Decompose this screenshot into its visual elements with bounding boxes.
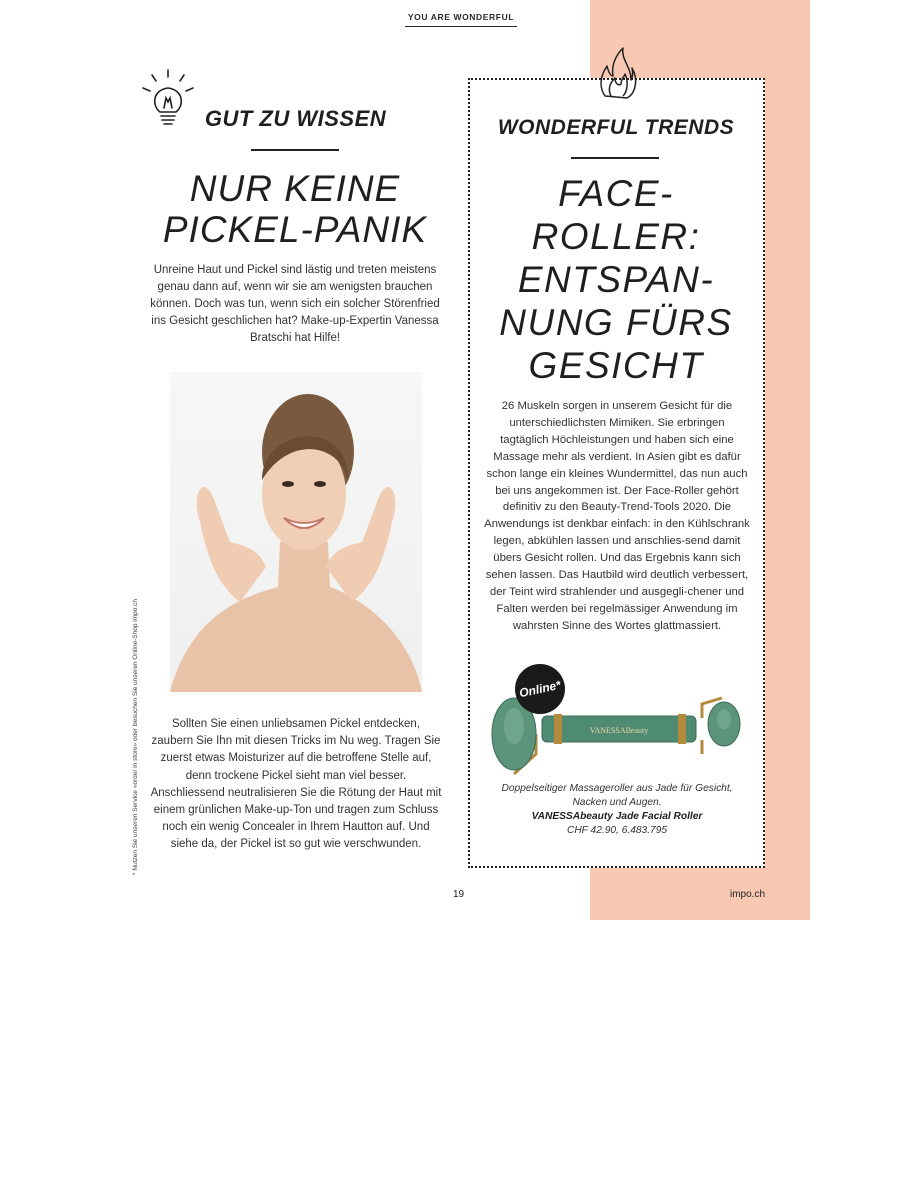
headline-right-line: NUNG FÜRS xyxy=(499,302,733,343)
divider-left xyxy=(251,149,339,151)
headline-left xyxy=(150,168,440,250)
headline-left-line: PICKEL-PANIK xyxy=(162,209,428,250)
portrait-illustration xyxy=(170,372,422,692)
running-head: YOU ARE WONDERFUL xyxy=(405,12,517,27)
intro-left: Unreine Haut und Pickel sind lästig und treten meistens genau dann auf, wenn wir sie am wenigsten brauchen können. Doch was tun, wenn sich ein solcher Störenfried ins Gesicht geschlichen hat? Make-up-Expertin Vanessa Bratschi hat Hilfe! xyxy=(150,264,440,344)
caption-description: Doppelseitiger Massageroller aus Jade für Gesicht, Nacken und Augen. xyxy=(501,783,733,808)
headline-right-line: ENTSPAN- xyxy=(517,259,715,300)
caption-price: CHF 42.90, 6.483.795 xyxy=(566,825,668,836)
headline-left-line: NUR KEINE xyxy=(189,168,401,209)
headline-right-line: ROLLER: xyxy=(531,216,701,257)
headline-right-line: GESICHT xyxy=(528,345,704,386)
body-left: Sollten Sie einen unliebsamen Pickel entdecken, zaubern Sie Ihn mit diesen Tricks im Nu weg. Tragen Sie zuerst etwas Moisturizer auf die betroffene Stelle auf, denn trockene Pickel sieht man viel besser. Anschliessend neutralisieren Sie die Rötung der Haut mit einem grünlichen Make-up-Ton und tragen zum Schluss noch ein wenig Concealer in Ihrem Hautton auf. Und siehe da, der Pickel ist so gut wie verschwunden. xyxy=(150,718,442,851)
product-caption xyxy=(484,782,750,838)
side-note-text: * Nutzen Sie unseren Service «order in store» oder besuchen Sie unseren Online-Shop impo.ch xyxy=(132,598,139,875)
kicker-left: GUT ZU WISSEN xyxy=(204,106,387,131)
body-right: 26 Muskeln sorgen in unserem Gesicht für die unterschiedlichsten Mimiken. Sie erbringen tagtäglich Höchleistungen und haben sich eine Massage mehr als verdient. In Asien gibt es dafür schon lange ein kleines Wundermittel, das nun auch bei uns angekommen ist. Der Face-Roller gehört definitiv zu den Beauty-Trend-Tools 2020. Die Anwendungs ist denkbar einfach: in den Kühlschrank legen, abkühlen lassen und anschlies-send damit übers Gesicht rollen. Und das Ergebnis kann sich sehen lassen. Das Hautbild wird deutlich verbessert, der Teint wird strahlender und ausgegli-chener und Falten werden bei regelmässiger Anwendung im wahrsten Sinne des Wortes glattmassiert. xyxy=(484,400,750,632)
online-badge: Online* xyxy=(510,659,569,718)
lightbulb-icon xyxy=(140,68,196,130)
headline-right xyxy=(480,172,752,387)
divider-right xyxy=(571,157,659,159)
headline-right-line: FACE- xyxy=(558,173,674,214)
roller-brand-text: VANESSABeauty xyxy=(589,726,649,735)
woman-portrait-photo xyxy=(170,372,422,692)
kicker-right: WONDERFUL TRENDS xyxy=(497,116,735,139)
side-note xyxy=(131,598,141,1185)
caption-product: VANESSAbeauty Jade Facial Roller xyxy=(531,811,703,822)
site-link[interactable]: impo.ch xyxy=(730,889,766,900)
fire-icon xyxy=(597,46,637,102)
page-number: 19 xyxy=(453,889,465,900)
